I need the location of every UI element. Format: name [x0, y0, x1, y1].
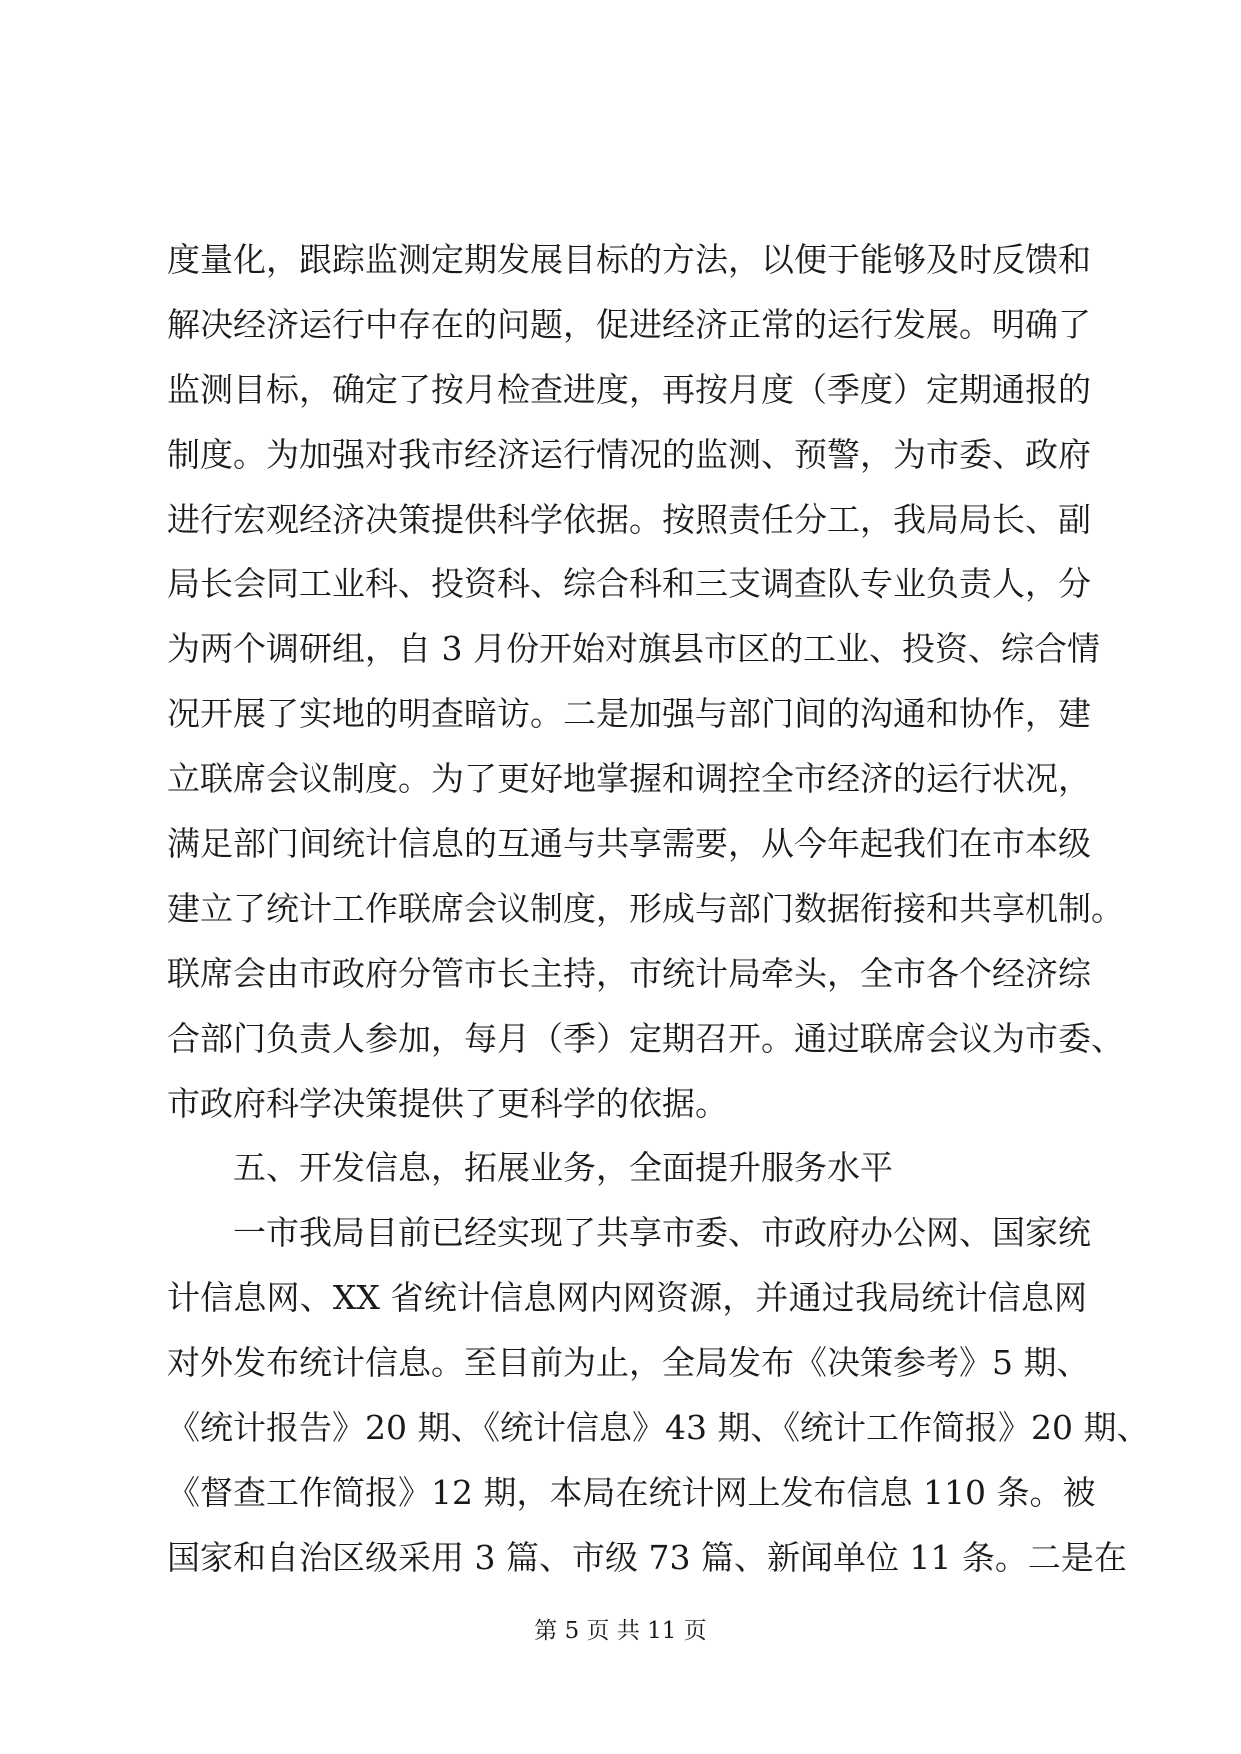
text-line: 合部门负责人参加，每月（季）定期召开。通过联席会议为市委、 [167, 1018, 1124, 1058]
text-line: 进行宏观经济决策提供科学依据。按照责任分工，我局局长、副 [167, 499, 1091, 539]
text-line: 况开展了实地的明查暗访。二是加强与部门间的沟通和协作，建 [167, 694, 1091, 734]
text-line: 市政府科学决策提供了更科学的依据。 [167, 1083, 728, 1123]
text-line: 计信息网、XX 省统计信息网内网资源，并通过我局统计信息网 [167, 1278, 1087, 1318]
text-line: 《督查工作简报》12 期，本局在统计网上发布信息 110 条。被 [167, 1472, 1096, 1512]
section-heading: 五、开发信息，拓展业务，全面提升服务水平 [233, 1148, 893, 1188]
text-line: 《统计报告》20 期、《统计信息》43 期、《统计工作简报》20 期、 [167, 1408, 1150, 1448]
text-line: 度量化，跟踪监测定期发展目标的方法，以便于能够及时反馈和 [167, 240, 1091, 279]
text-line: 制度。为加强对我市经济运行情况的监测、预警，为市委、政府 [167, 434, 1091, 474]
page-footer [0, 1616, 1241, 1646]
text-line: 对外发布统计信息。至目前为止，全局发布《决策参考》5 期、 [167, 1343, 1090, 1383]
body-text [167, 228, 1150, 1591]
text-line: 立联席会议制度。为了更好地掌握和调控全市经济的运行状况， [167, 759, 1091, 799]
text-line: 国家和自治区级采用 3 篇、市级 73 篇、新闻单位 11 条。二是在 [167, 1537, 1127, 1577]
text-line: 局长会同工业科、投资科、综合科和三支调查队专业负责人，分 [167, 564, 1091, 604]
text-line: 建立了统计工作联席会议制度，形成与部门数据衔接和共享机制。 [167, 888, 1124, 928]
page-number-label: 第 5 页 共 11 页 [534, 1618, 707, 1644]
text-line: 监测目标，确定了按月检查进度，再按月度（季度）定期通报的 [167, 369, 1091, 409]
text-line: 一市我局目前已经实现了共享市委、市政府办公网、国家统 [233, 1213, 1091, 1253]
text-line: 联席会由市政府分管市长主持，市统计局牵头，全市各个经济综 [167, 953, 1091, 993]
text-line: 满足部门间统计信息的互通与共享需要，从今年起我们在市本级 [167, 824, 1091, 864]
text-line: 解决经济运行中存在的问题，促进经济正常的运行发展。明确了 [167, 304, 1091, 344]
text-line: 为两个调研组，自 3 月份开始对旗县市区的工业、投资、综合情 [167, 629, 1100, 669]
